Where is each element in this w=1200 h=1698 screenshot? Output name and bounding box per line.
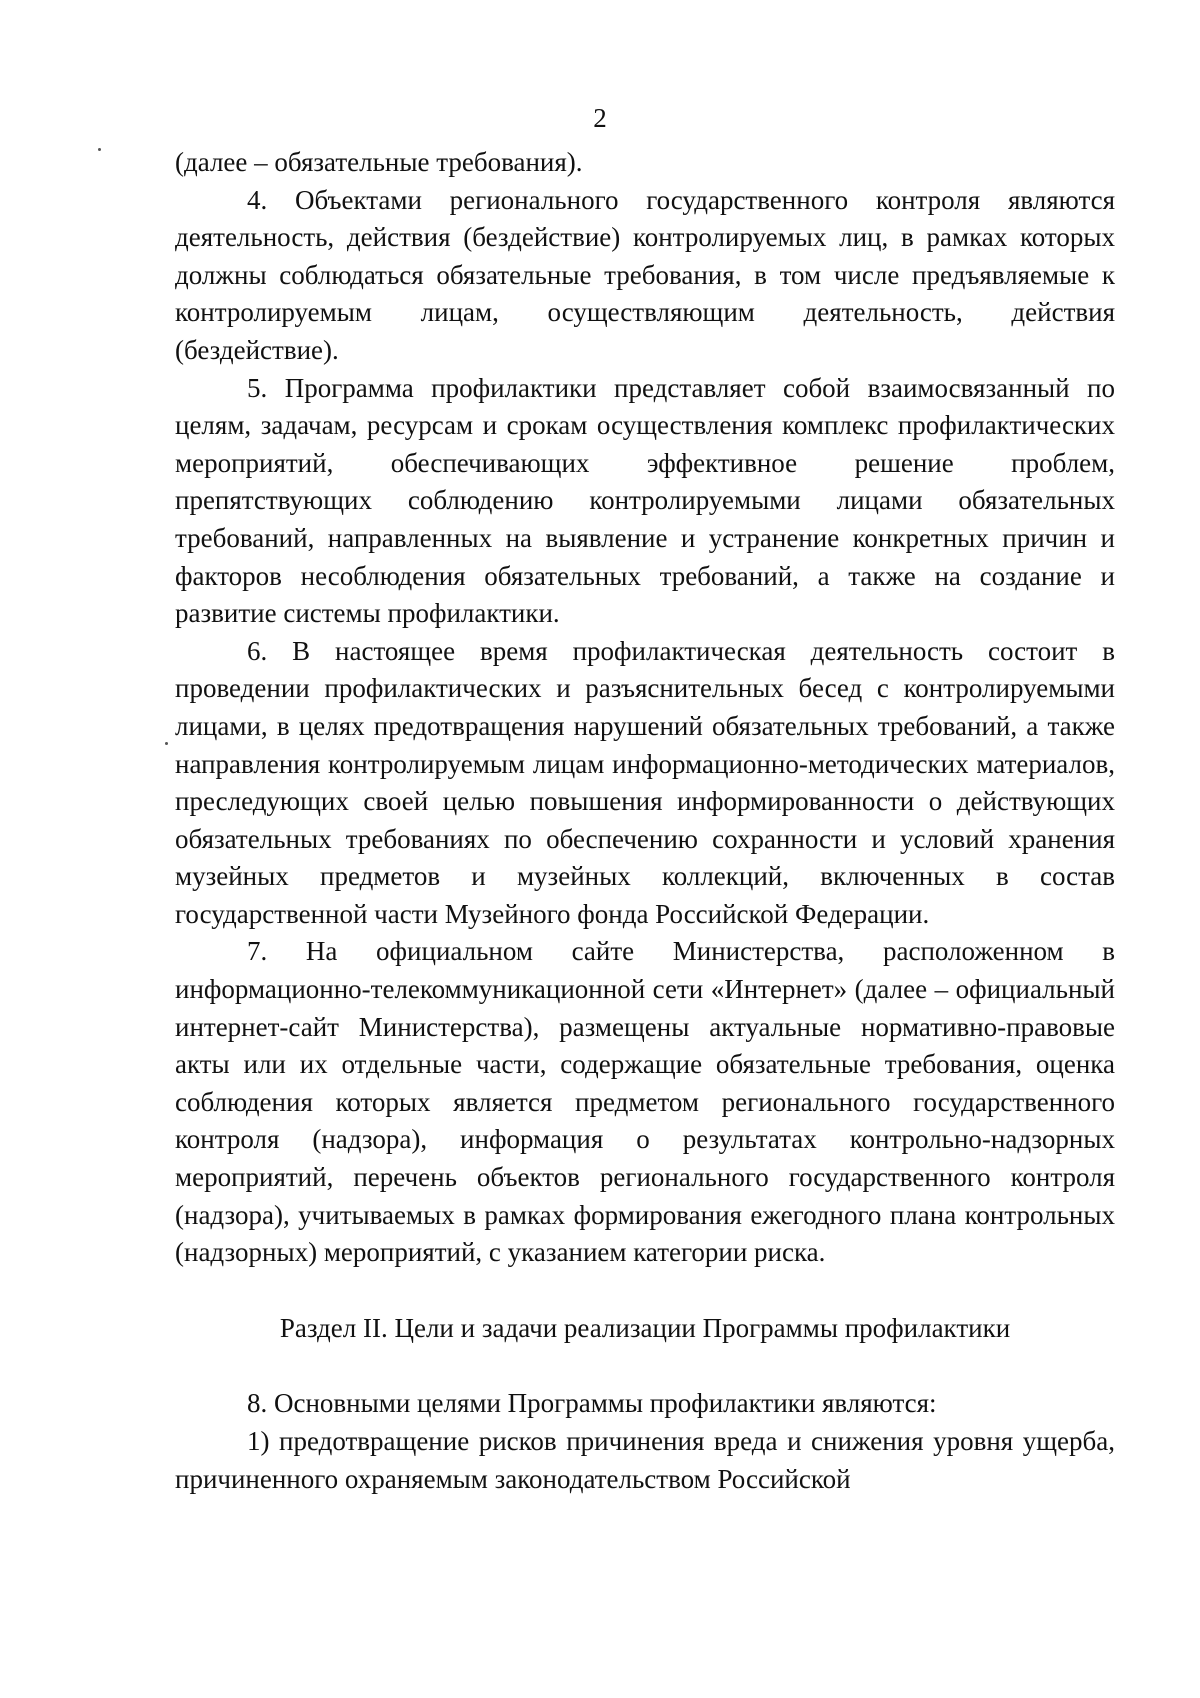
scan-speck: [165, 742, 168, 745]
section-heading: Раздел II. Цели и задачи реализации Программы профилактики: [279, 1312, 1011, 1343]
paragraph-4: 4. Объектами регионального государственного контроля являются деятельность, действия (бездействие) контролируемых лиц, в рамках которых должны соблюдаться обязательные требования, в том числе предъявляемые к контролируемым лицам, осуществляющим деятельность, действия (бездействие).: [175, 184, 1115, 365]
paragraph-6: 6. В настоящее время профилактическая деятельность состоит в проведении профилактических и разъяснительных бесед с контролируемыми лицами, в целях предотвращения нарушений обязательных требований, а также направления контролируемым лицам информационно-методических материалов, преследующих своей целью повышения информированности о действующих обязательных требованиях по обеспечению сохранности и условий хранения музейных предметов и музейных коллекций, включенных в состав государственной части Музейного фонда Российской Федерации.: [175, 635, 1115, 929]
paragraph-8: 8. Основными целями Программы профилактики являются:: [247, 1388, 937, 1419]
paragraph-5: 5. Программа профилактики представляет собой взаимосвязанный по целям, задачам, ресурсам и срокам осуществления комплекс профилактических мероприятий, обеспечивающих эффективное решение проблем, препятствующих соблюдению контролируемыми лицами обязательных требований, направленных на выявление и устранение конкретных причин и факторов несоблюдения обязательных требований, а также на создание и развитие системы профилактики.: [175, 372, 1115, 629]
paragraph-continuation: (далее – обязательные требования).: [175, 147, 583, 177]
page-number: 2: [593, 103, 607, 133]
document-body: [175, 144, 1115, 1498]
list-item-1: 1) предотвращение рисков причинения вреда и снижения уровня ущерба, причиненного охраняемым законодательством Российской: [175, 1426, 1115, 1494]
paragraph-7: 7. На официальном сайте Министерства, расположенном в информационно-телекоммуникационной сети «Интернет» (далее – официальный интернет-сайт Министерства), размещены актуальные нормативно-правовые акты или их отдельные части, содержащие обязательные требования, оценка соблюдения которых является предметом регионального государственного контроля (надзора), информация о результатах контрольно-надзорных мероприятий, перечень объектов регионального государственного контроля (надзора), учитываемых в рамках формирования ежегодного плана контрольных (надзорных) мероприятий, с указанием категории риска.: [175, 936, 1115, 1268]
scan-speck: [98, 148, 101, 151]
